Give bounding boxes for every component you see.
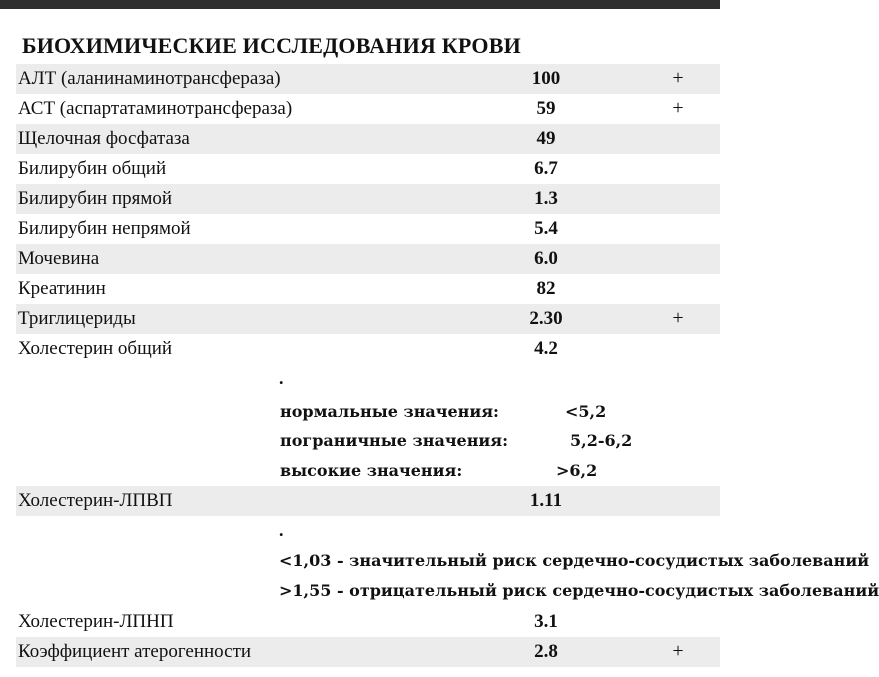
test-name: Креатинин	[18, 278, 106, 299]
table-row	[16, 64, 720, 94]
test-value: 59	[536, 98, 556, 119]
table-row	[16, 637, 720, 667]
table-row	[16, 94, 720, 124]
table-row	[16, 334, 720, 364]
table-row	[16, 124, 720, 154]
table-row	[16, 274, 720, 304]
test-value: 49	[536, 128, 556, 149]
test-name: Холестерин общий	[18, 338, 173, 359]
test-value: 4.2	[534, 338, 558, 359]
test-value: 2.30	[529, 308, 563, 329]
test-name: Триглицериды	[18, 308, 136, 329]
table-row	[16, 607, 720, 637]
test-value: 82	[536, 278, 556, 299]
table-row	[16, 154, 720, 184]
table-row	[16, 214, 720, 244]
test-name: Билирубин общий	[18, 158, 167, 179]
border-range-value: 5,2-6,2	[570, 431, 633, 450]
test-name: Коэффициент атерогенности	[18, 641, 252, 662]
test-value: 3.1	[534, 611, 558, 632]
table-row	[16, 244, 720, 274]
border-range-label: пограничные значения:	[280, 431, 509, 450]
test-value: 1.3	[534, 188, 558, 209]
hdl-risk-note: >1,55 - отрицательный риск сердечно-сосудистых заболеваний	[279, 581, 879, 600]
note-bullet: .	[279, 368, 284, 388]
test-name: АСТ (аспартатаминотрансфераза)	[18, 98, 293, 119]
test-name: АЛТ (аланинаминотрансфераза)	[18, 68, 281, 89]
test-value: 6.7	[534, 158, 558, 179]
table-row	[16, 486, 720, 516]
test-name: Билирубин непрямой	[18, 218, 191, 239]
normal-range-label: нормальные значения:	[280, 402, 499, 421]
high-range-value: >6,2	[556, 461, 598, 480]
hdl-risk-note: <1,03 - значительный риск сердечно-сосудистых заболеваний	[279, 551, 870, 570]
table-row	[16, 304, 720, 334]
abnormal-flag: +	[672, 67, 684, 89]
high-range-label: высокие значения:	[280, 461, 463, 480]
page-title: БИОХИМИЧЕСКИЕ ИССЛЕДОВАНИЯ КРОВИ	[22, 33, 521, 58]
abnormal-flag: +	[672, 307, 684, 329]
viewer-top-bar	[0, 0, 720, 9]
test-value: 1.11	[529, 490, 563, 511]
test-value: 6.0	[534, 248, 558, 269]
abnormal-flag: +	[672, 640, 684, 662]
normal-range-value: <5,2	[565, 402, 607, 421]
test-name: Холестерин-ЛПНП	[18, 611, 174, 632]
test-name: Мочевина	[18, 248, 100, 269]
test-name: Билирубин прямой	[18, 188, 173, 209]
test-name: Холестерин-ЛПВП	[18, 490, 173, 511]
abnormal-flag: +	[672, 97, 684, 119]
test-value: 100	[531, 68, 561, 89]
table-row	[16, 184, 720, 214]
test-value: 2.8	[534, 641, 558, 662]
test-name: Щелочная фосфатаза	[18, 128, 190, 149]
note-bullet: .	[279, 520, 284, 540]
test-value: 5.4	[534, 218, 558, 239]
